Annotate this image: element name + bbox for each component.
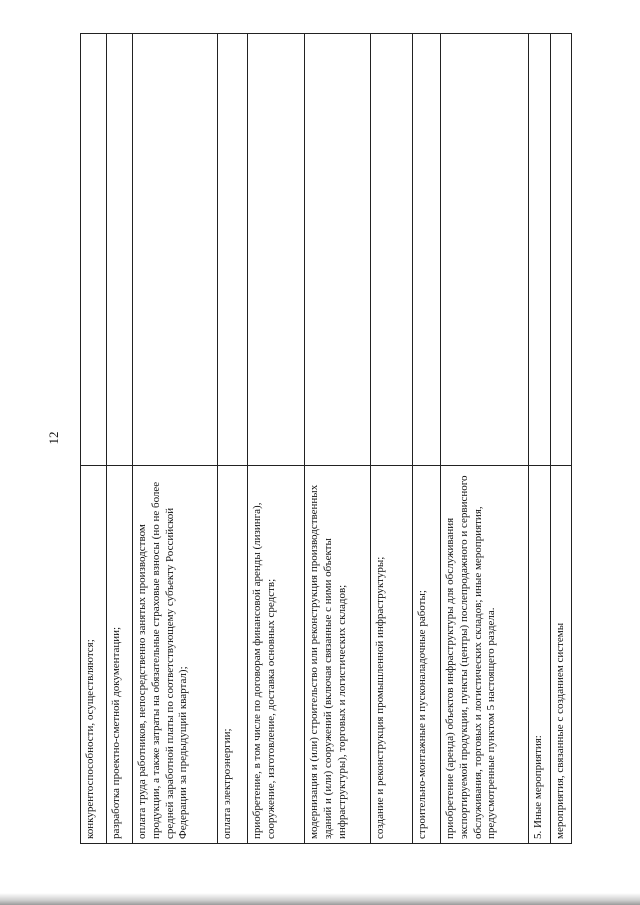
table-cell: приобретение, в том числе по договорам финансовой аренды (лизинга), сооружение, изготовление, доставка основных средств; [248, 466, 305, 844]
table-cell-empty [371, 34, 413, 466]
table-row [441, 34, 529, 844]
table-cell: разработка проектно-сметной документации; [107, 466, 133, 844]
table-cell-empty [441, 34, 529, 466]
table-cell-empty [305, 34, 371, 466]
page-number: 12 [46, 431, 61, 445]
table-cell-empty [133, 34, 218, 466]
table-cell: приобретение (аренда) объектов инфраструктуры для обслуживания экспортируемой продукции, пункты (центры) послепродажного и сервисного обслуживания, торговых и логистических складов; иные мероприятия, предусмотренные пунктом 5 настоящего раздела. [441, 466, 529, 844]
scan-edge-shadow [0, 893, 640, 905]
table-cell-empty [551, 34, 572, 466]
measures-table [80, 33, 572, 844]
table-row [248, 34, 305, 844]
table-row [305, 34, 371, 844]
table-row [551, 34, 572, 844]
table-cell-empty [218, 34, 248, 466]
table-cell: создание и реконструкция промышленной инфраструктуры; [371, 466, 413, 844]
table-cell-empty [81, 34, 107, 466]
table-row [413, 34, 441, 844]
table-cell: строительно-монтажные и пусконаладочные работы; [413, 466, 441, 844]
table-cell-empty [529, 34, 551, 466]
table-cell: оплата электроэнергии; [218, 466, 248, 844]
table-cell: мероприятия, связанные с созданием системы [551, 466, 572, 844]
table-row [81, 34, 107, 844]
table-cell-empty [107, 34, 133, 466]
table-cell: 5. Иные мероприятия: [529, 466, 551, 844]
table-cell: модернизация и (или) строительство или реконструкция производственных зданий и (или) сооружений (включая связанные с ними объекты инфраструктуры), торговых и логистических складов; [305, 466, 371, 844]
table-cell: конкурентоспособности, осуществляются; [81, 466, 107, 844]
table-cell-empty [248, 34, 305, 466]
table-row [529, 34, 551, 844]
table-cell: оплата труда работников, непосредственно занятых производством продукции, а также затраты на обязательные страховые взносы (но не более средней заработной платы по соответствующему субъекту Российской Федерации за предыдущий квартал); [133, 466, 218, 844]
table-row [371, 34, 413, 844]
rotated-page-content [80, 34, 566, 844]
table-row [107, 34, 133, 844]
table-cell-empty [413, 34, 441, 466]
table-row [218, 34, 248, 844]
table-row [133, 34, 218, 844]
